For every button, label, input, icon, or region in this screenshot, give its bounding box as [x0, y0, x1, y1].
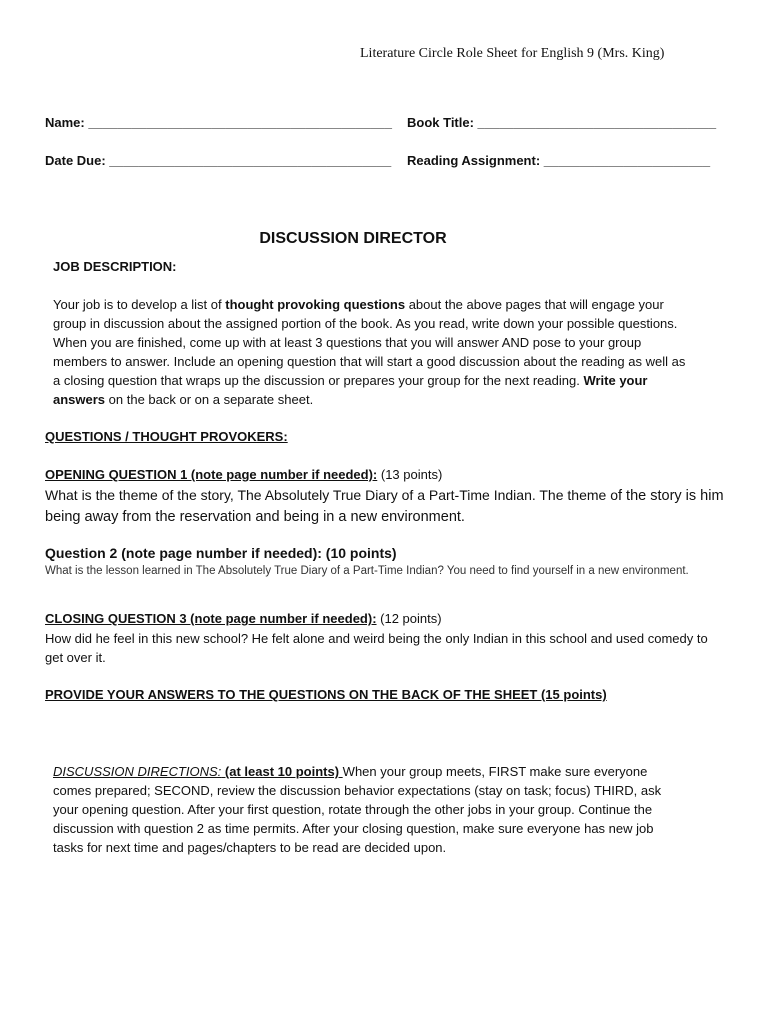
job-description-text: Your job is to develop a list of thought provoking questions about the above pages that will engage your group in discussion about the assigned portion of the book. As you read, write down your possible questions. When you are finished, come up with at least 3 questions that you will answer AND pose to your group members to answer. Include an opening question that will start a good discussion about the reading as well as a closing question that wraps up the discussion or prepares your group for the next reading. Write your answers on the back or on a separate sheet. — [53, 297, 686, 407]
date-due-field: Date Due: _______________________________________ — [45, 153, 392, 168]
q1-answer: What is the theme of the story, The Absolutely True Diary of a Part-Time Indian. The theme of the story is him being away from the reservation and being in a new environment. — [45, 487, 724, 525]
provide-answers-note: PROVIDE YOUR ANSWERS TO THE QUESTIONS ON THE BACK OF THE SHEET (15 points) — [45, 687, 607, 702]
name-field: Name: __________________________________________ — [45, 115, 393, 130]
discussion-directions: DISCUSSION DIRECTIONS: (at least 10 points) When your group meets, FIRST make sure everyone comes prepared; SECOND, review the discussion behavior expectations (stay on task; focus) THIRD, ask your opening question. After your first question, rotate through the other jobs in your group. Continue the discussion with question 2 as time permits. After your closing question, make sure everyone has new job tasks for next time and pages/chapters to be read are decided upon. — [53, 764, 662, 855]
q3-answer: How did he feel in this new school? He felt alone and weird being the only Indian in this school and used comedy to get over it. — [45, 631, 708, 665]
q2-answer: What is the lesson learned in The Absolutely True Diary of a Part-Time Indian? You need to find yourself in a new environment. — [45, 565, 689, 577]
q2-label: Question 2 (note page number if needed): (10 points) — [45, 545, 397, 561]
reading-assignment-field: Reading Assignment: _______________________ — [407, 153, 711, 168]
questions-heading: QUESTIONS / THOUGHT PROVOKERS: — [45, 429, 288, 444]
role-title: DISCUSSION DIRECTOR — [259, 230, 447, 247]
q3-label: CLOSING QUESTION 3 (note page number if needed): (12 points) — [45, 611, 442, 626]
document-header: Literature Circle Role Sheet for English 9 (Mrs. King) — [360, 46, 665, 61]
book-title-field: Book Title: _________________________________ — [407, 115, 717, 130]
q1-label: OPENING QUESTION 1 (note page number if needed): (13 points) — [45, 467, 443, 482]
job-description-heading: JOB DESCRIPTION: — [53, 259, 177, 274]
